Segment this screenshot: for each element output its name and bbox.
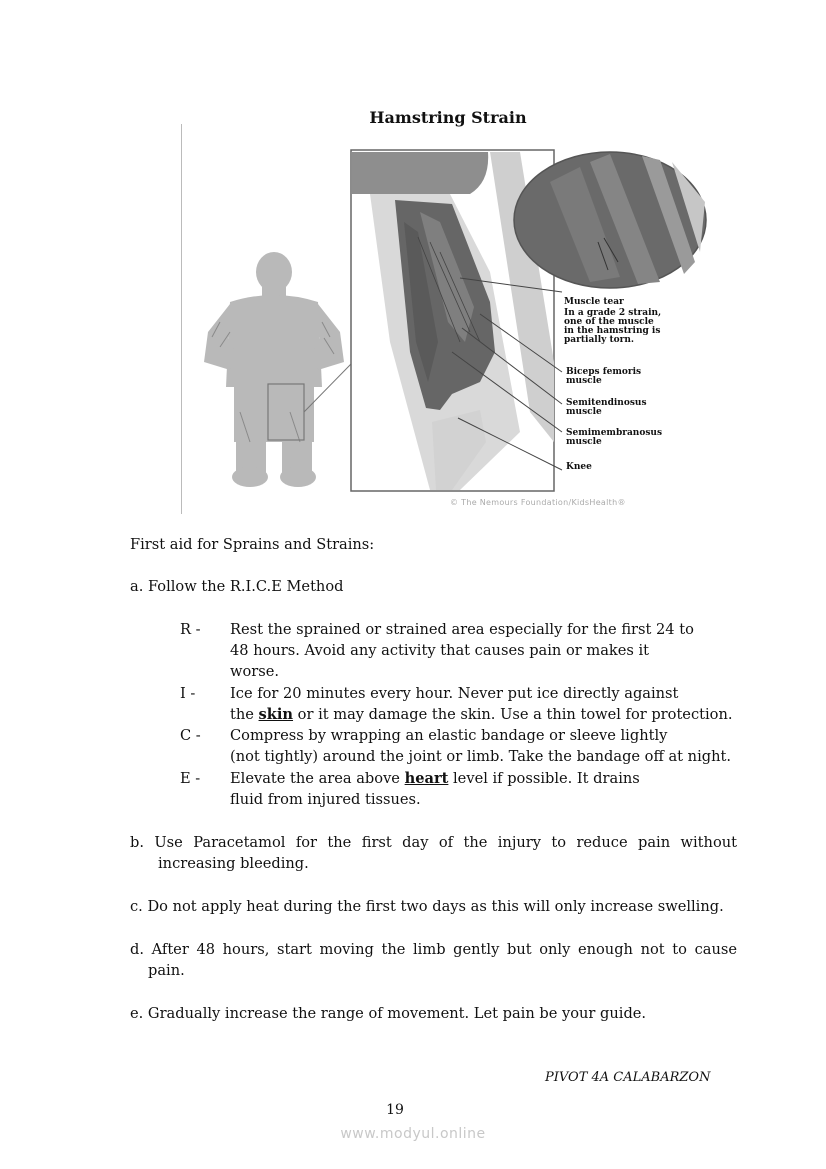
rice-r-line-1: Rest the sprained or strained area especially for the first 24 to <box>230 621 694 638</box>
label-semimembranosus-2: muscle <box>566 437 602 447</box>
rice-e-line-1 <box>230 768 740 789</box>
rice-c-letter: C - <box>180 727 201 744</box>
item-b-line-2: increasing bleeding. <box>158 855 309 872</box>
label-semitendinosus: Semitendinosus <box>566 398 647 408</box>
rice-e-line-1-pre: Elevate the area above <box>230 770 405 787</box>
rice-i-letter: I - <box>180 685 196 702</box>
label-biceps-femoris-2: muscle <box>566 376 602 386</box>
rice-r-line-2: 48 hours. Avoid any activity that causes pain or makes it <box>230 642 650 659</box>
rice-i-line-1: Ice for 20 minutes every hour. Never put ice directly against <box>230 685 679 702</box>
figure-credit: © The Nemours Foundation/KidsHealth® <box>450 498 626 507</box>
rice-e-letter: E - <box>180 770 201 787</box>
rice-r-letter: R - <box>180 621 201 638</box>
rice-e-line-2: fluid from injured tissues. <box>230 791 421 808</box>
keyword-skin: skin <box>258 706 294 723</box>
rice-i-line-2-pre: the <box>230 706 259 723</box>
figure-title: Hamstring Strain <box>369 108 527 127</box>
label-semitendinosus-2: muscle <box>566 407 602 417</box>
rice-c-line-1: Compress by wrapping an elastic bandage or sleeve lightly <box>230 727 668 744</box>
label-knee: Knee <box>566 462 592 472</box>
item-e: e. Gradually increase the range of movement. Let pain be your guide. <box>130 1005 647 1022</box>
label-muscle-tear-desc-1: In a grade 2 strain, <box>564 308 662 318</box>
label-muscle-tear-desc-4: partially torn. <box>564 335 635 345</box>
item-d-line-1: d. After 48 hours, start moving the limb gently but only enough not to cause <box>130 941 737 958</box>
label-muscle-tear: Muscle tear <box>564 297 624 307</box>
item-a: a. Follow the R.I.C.E Method <box>130 578 344 595</box>
label-semimembranosus: Semimembranosus <box>566 428 663 438</box>
keyword-heart: heart <box>404 770 449 787</box>
rice-i-line-2 <box>230 704 750 725</box>
item-c: c. Do not apply heat during the first two days as this will only increase swelling. <box>130 898 724 915</box>
footer-source: PIVOT 4A CALABARZON <box>545 1070 711 1085</box>
label-biceps-femoris: Biceps femoris <box>566 367 642 377</box>
item-b-line-1: b. Use Paracetamol for the first day of the injury to reduce pain without <box>130 834 737 851</box>
first-aid-heading: First aid for Sprains and Strains: <box>130 536 375 553</box>
page-number: 19 <box>386 1102 404 1118</box>
rice-i-line-2-post: or it may damage the skin. Use a thin towel for protection. <box>293 706 733 723</box>
label-muscle-tear-desc-2: one of the muscle <box>564 317 654 327</box>
watermark: www.modyul.online <box>340 1126 486 1142</box>
body-silhouette <box>204 252 344 487</box>
figure-divider <box>181 124 182 514</box>
rice-c-line-2: (not tightly) around the joint or limb. Take the bandage off at night. <box>230 748 731 765</box>
rice-e-line-1-post: level if possible. It drains <box>448 770 640 787</box>
label-muscle-tear-desc-3: in the hamstring is <box>564 326 661 336</box>
item-d-line-2: pain. <box>148 962 185 979</box>
hamstring-illustration <box>190 142 720 512</box>
rice-r-line-3: worse. <box>230 663 280 680</box>
